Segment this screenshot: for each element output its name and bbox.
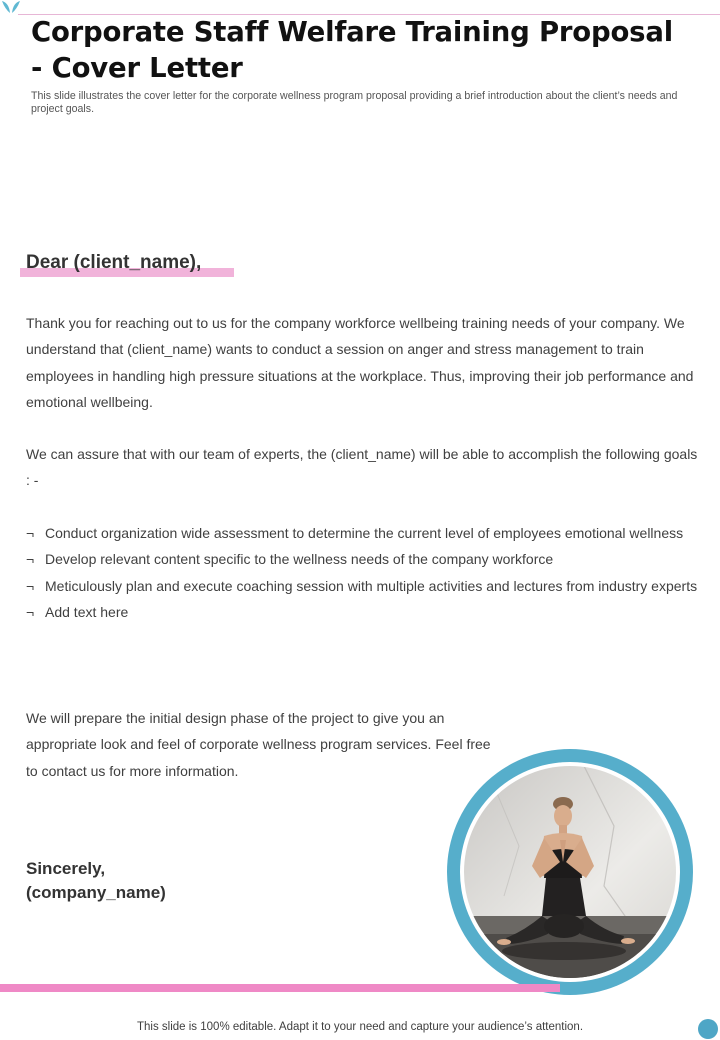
goal-text: Meticulously plan and execute coaching session with multiple activities and lectures from industry experts <box>45 577 698 594</box>
signoff-text: Sincerely, <box>26 859 106 878</box>
footer-note: This slide is 100% editable. Adapt it to your need and capture your audience’s attention. <box>136 1021 584 1033</box>
leaf-logo-icon <box>0 0 22 16</box>
bullet-icon: ¬ <box>26 603 35 620</box>
goal-item <box>26 599 698 625</box>
letter-paragraph-assurance: We can assure that with our team of experts, the (client_name) will be able to accomplish the following goals : - <box>26 446 698 489</box>
goals-list <box>26 520 698 625</box>
bullet-icon: ¬ <box>26 551 35 568</box>
yoga-woman-illustration <box>464 766 676 978</box>
company-signature: (company_name) <box>26 883 166 902</box>
bullet-icon: ¬ <box>26 577 35 594</box>
corner-dot-icon <box>698 1019 718 1039</box>
goal-text: Conduct organization wide assessment to determine the current level of employees emotional wellness <box>45 525 684 541</box>
goal-item <box>26 546 698 572</box>
letter-signoff <box>26 857 166 905</box>
bullet-icon: ¬ <box>26 525 35 541</box>
goal-text: Develop relevant content specific to the wellness needs of the company workforce <box>45 551 554 568</box>
letter-paragraph-intro: Thank you for reaching out to us for the company workforce wellbeing training needs of your company. We understand that (client_name) wants to conduct a session on anger and stress management to train employees in handling high pressure situations at the workplace. Thus, improving their job performance and emotional wellbeing. <box>26 315 694 410</box>
page-title: Corporate Staff Welfare Training Proposal - Cover Letter <box>31 16 673 84</box>
letter-paragraph-closing: We will prepare the initial design phase of the project to give you an appropriate look and feel of corporate wellness program services. Feel free to contact us for more information. <box>26 710 491 779</box>
page-subtitle: This slide illustrates the cover letter for the corporate wellness program proposal providing a brief introduction about the client’s needs and project goals. <box>31 90 678 115</box>
goal-item <box>26 573 698 599</box>
goal-text: Add text here <box>45 603 129 620</box>
goal-item <box>26 520 698 546</box>
bottom-accent-bar <box>0 984 560 992</box>
yoga-photo <box>464 766 676 978</box>
letter-greeting: Dear (client_name), <box>26 252 202 273</box>
